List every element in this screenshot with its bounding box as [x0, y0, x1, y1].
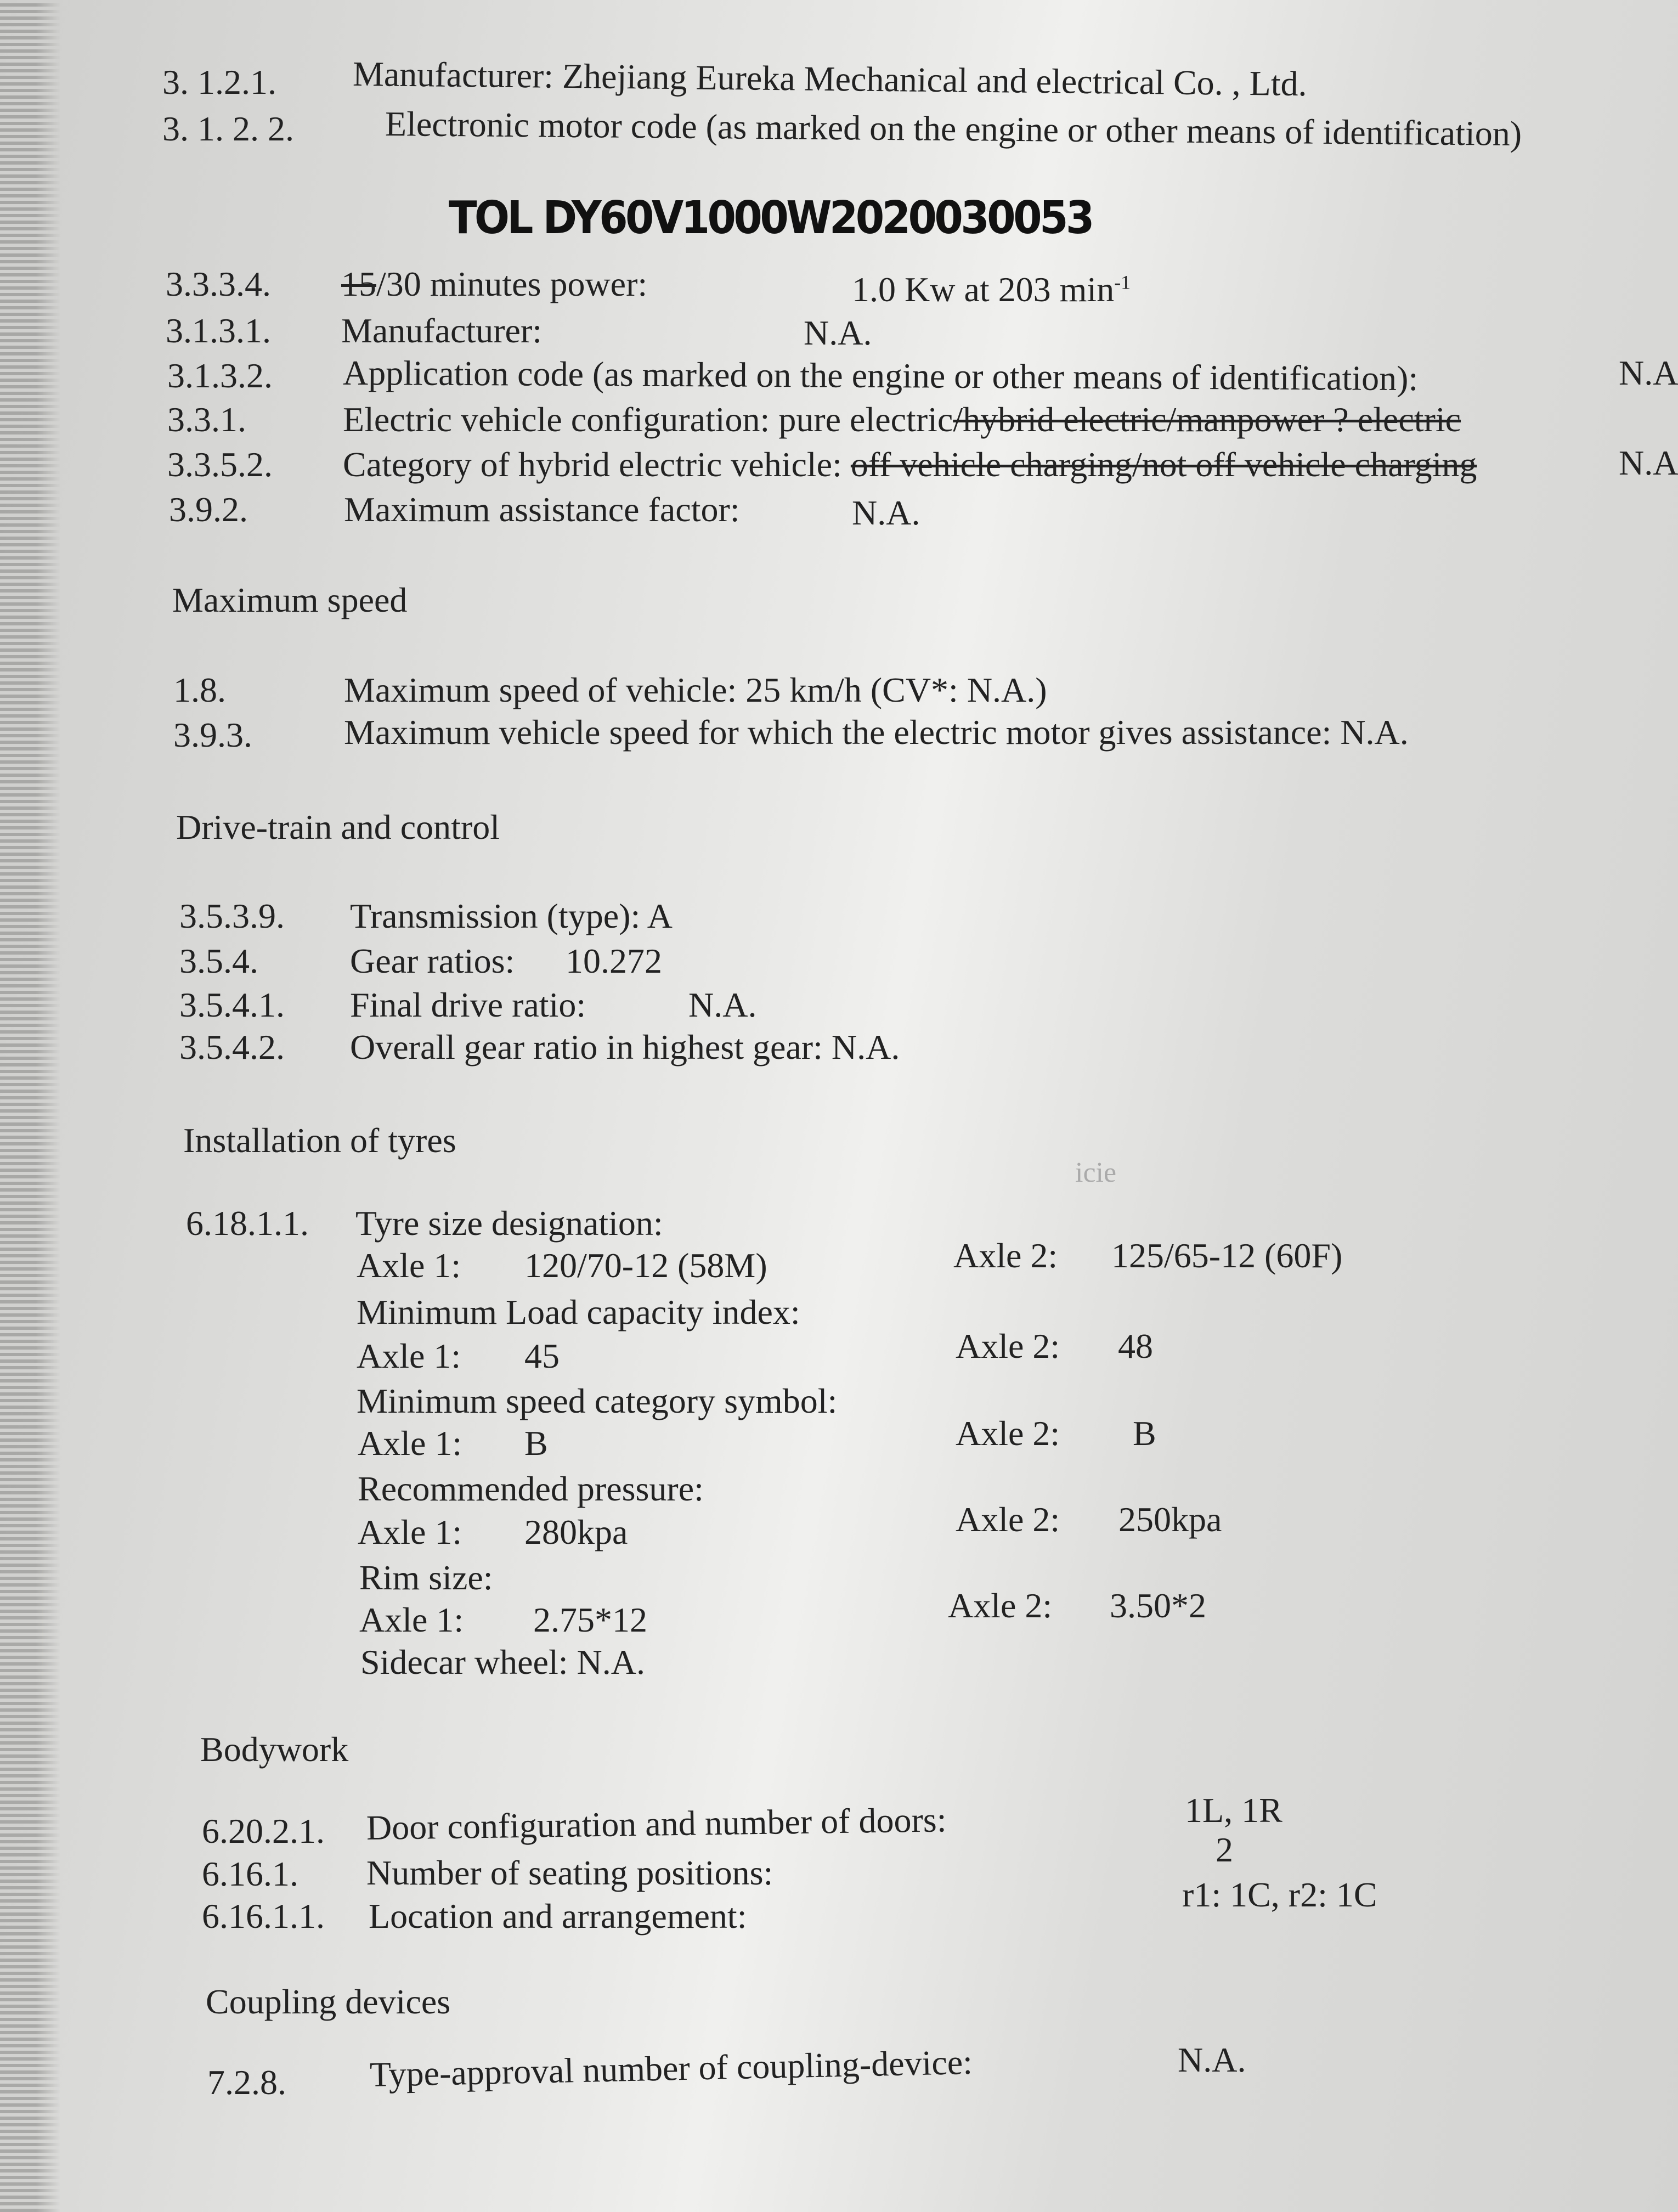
section-heading: Bodywork [200, 1730, 349, 1769]
axle2-value: 3.50*2 [1110, 1586, 1206, 1625]
spiral-binding [0, 0, 60, 2212]
item-number: 3.5.3.9. [179, 896, 285, 935]
label-text: Category of hybrid electric vehicle: [343, 445, 851, 484]
struck-text: off vehicle charging/not off vehicle charging [850, 445, 1477, 484]
item-number: 3.5.4.1. [179, 985, 285, 1024]
label-text: Application code (as marked on the engine or other means of identification): [342, 353, 1419, 398]
label-text: Maximum vehicle speed for which the electric motor gives assistance: N.A. [344, 713, 1409, 752]
superscript: -1 [1114, 271, 1131, 294]
label-text: Transmission (type): A [350, 896, 673, 935]
label-text: Gear ratios: [350, 941, 515, 980]
value-text: 1.0 Kw at 203 min [852, 270, 1115, 309]
axle1-value: 120/70-12 (58M) [524, 1246, 767, 1285]
item-number: 3.3.1. [167, 400, 246, 439]
axle2-label: Axle 2: [956, 1414, 1060, 1453]
value-text: N.A. [804, 313, 872, 352]
struck-text: /hybrid electric/manpower ? electric [953, 400, 1461, 439]
section-heading: Drive-train and control [176, 808, 500, 847]
item-number: 6.18.1.1. [186, 1204, 309, 1243]
axle2-value: 125/65-12 (60F) [1111, 1236, 1343, 1275]
axle1-label: Axle 1: [357, 1246, 461, 1285]
value-text: N.A [1619, 443, 1678, 482]
item-number: 3. 1. 2. 2. [162, 109, 294, 148]
label-text: Overall gear ratio in highest gear: N.A. [350, 1028, 900, 1066]
label-text: Type-approval number of coupling-device: [369, 2042, 973, 2094]
hybrid-category-line [343, 447, 1477, 482]
section-heading: Installation of tyres [183, 1121, 456, 1160]
sidecar-wheel: Sidecar wheel: N.A. [360, 1643, 645, 1681]
item-number: 1.8. [173, 670, 226, 709]
axle2-label: Axle 2: [948, 1586, 1053, 1625]
axle1-value: 280kpa [524, 1513, 628, 1551]
label-text: /30 minutes power: [376, 264, 648, 303]
value-text: N.A [1619, 353, 1678, 392]
motor-code-value: TOL DY60V1000W2020030053 [449, 192, 1092, 244]
value-text: N.A. [1178, 2040, 1246, 2079]
label-text: Final drive ratio: [350, 985, 586, 1024]
item-number: 3.9.2. [169, 490, 248, 529]
value-text: N.A. [852, 493, 920, 532]
label-text: Rim size: [359, 1558, 493, 1597]
show-through-text: icie [1075, 1157, 1117, 1188]
item-number: 6.16.1.1. [202, 1897, 325, 1936]
item-number: 3.5.4. [179, 941, 258, 980]
item-number: 3.9.3. [173, 715, 252, 754]
struck-text: 15 [341, 264, 376, 303]
axle2-label: Axle 2: [953, 1236, 1058, 1275]
value-text: N.A. [688, 985, 757, 1024]
section-heading: Maximum speed [172, 580, 408, 619]
item-number: 3.1.3.1. [166, 311, 271, 350]
axle1-value: 2.75*12 [533, 1600, 647, 1639]
label-text: Electric vehicle configuration: pure electric [343, 400, 953, 439]
label-text: Location and arrangement: [369, 1897, 747, 1936]
axle2-value: 48 [1118, 1327, 1153, 1365]
power-value [852, 272, 1131, 307]
motor-code-label: Electronic motor code (as marked on the engine or other means of identification) [385, 104, 1522, 154]
label-text: Tyre size designation: [355, 1204, 663, 1243]
value-text: 1L, 1R [1185, 1791, 1282, 1830]
label-text: Door configuration and number of doors: [366, 1800, 947, 1847]
axle2-value: 250kpa [1118, 1500, 1222, 1539]
configuration-line [343, 402, 1461, 437]
axle1-value: 45 [524, 1336, 560, 1375]
value-text: 2 [1216, 1830, 1233, 1869]
label-text: Maximum speed of vehicle: 25 km/h (CV*: N.A.) [344, 670, 1047, 709]
label-text: Maximum assistance factor: [344, 490, 740, 529]
section-heading: Coupling devices [206, 1982, 451, 2021]
item-number: 6.16.1. [202, 1854, 298, 1893]
value-text: 10.272 [566, 941, 662, 980]
item-number: 3.3.5.2. [167, 445, 273, 484]
label-text: Manufacturer: [341, 311, 543, 350]
axle1-label: Axle 1: [358, 1424, 462, 1463]
item-number: 3.3.3.4. [166, 264, 271, 303]
axle2-label: Axle 2: [956, 1500, 1060, 1539]
item-number: 7.2.8. [207, 2063, 286, 2102]
axle1-value: B [524, 1424, 548, 1463]
axle2-value: B [1133, 1414, 1156, 1453]
item-number: 3.1.3.2. [167, 356, 273, 395]
label-text: Minimum Load capacity index: [357, 1293, 800, 1331]
axle2-label: Axle 2: [956, 1327, 1060, 1365]
item-number: 3.5.4.2. [179, 1028, 285, 1066]
value-text: r1: 1C, r2: 1C [1182, 1875, 1377, 1914]
label-text: Minimum speed category symbol: [357, 1381, 838, 1420]
manufacturer-line: Manufacturer: Zhejiang Eureka Mechanical and electrical Co. , Ltd. [352, 54, 1307, 104]
axle1-label: Axle 1: [357, 1336, 461, 1375]
item-number: 6.20.2.1. [202, 1812, 325, 1850]
item-number: 3. 1.2.1. [162, 63, 276, 101]
power-label [341, 264, 648, 303]
axle1-label: Axle 1: [359, 1600, 464, 1639]
label-text: Number of seating positions: [366, 1853, 773, 1892]
label-text: Recommended pressure: [358, 1469, 704, 1508]
axle1-label: Axle 1: [358, 1513, 462, 1551]
